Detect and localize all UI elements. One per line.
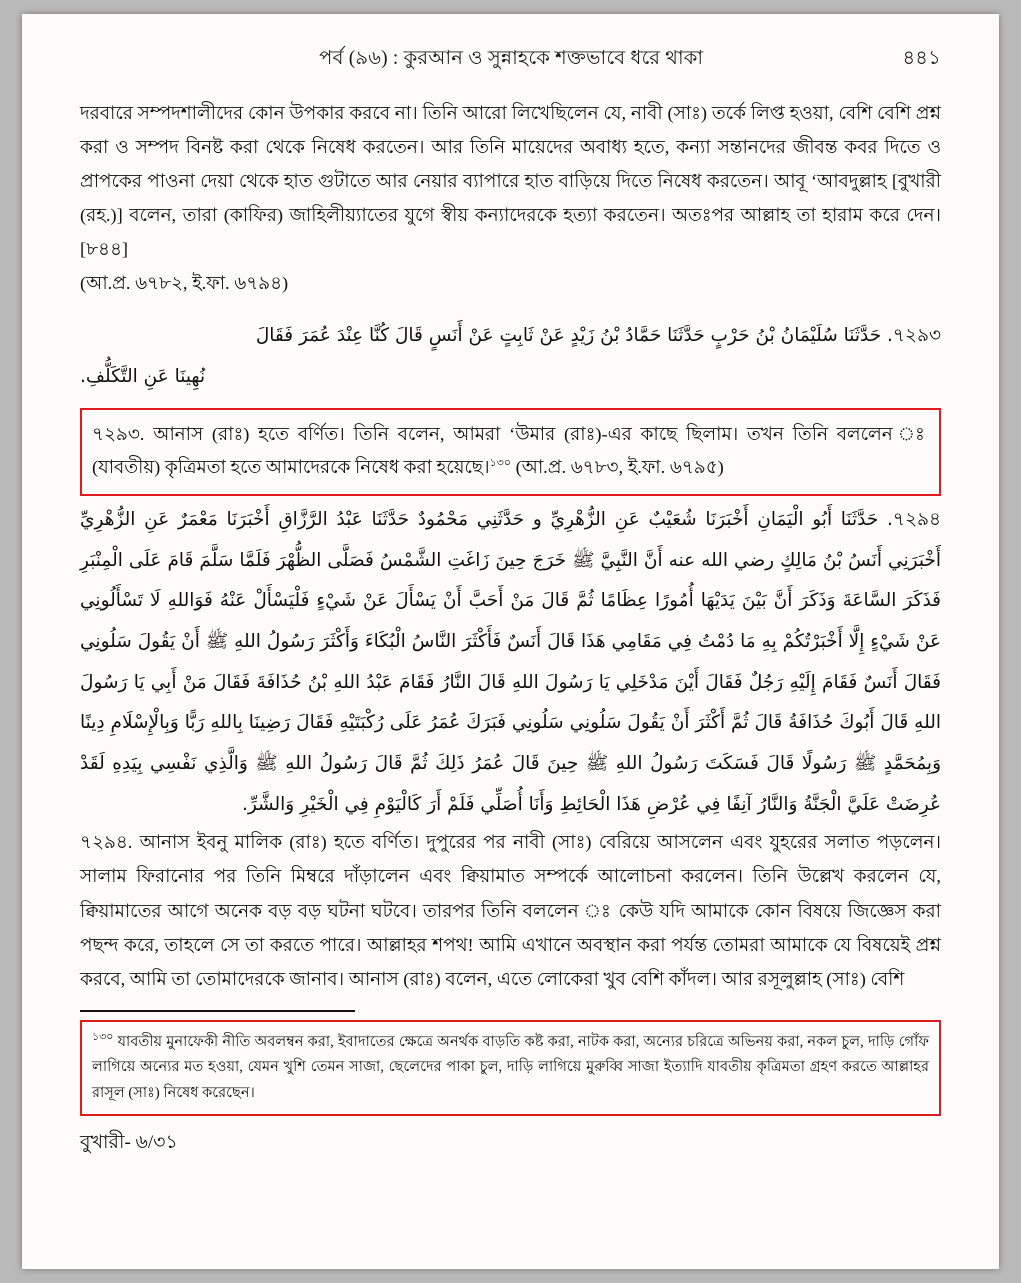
arabic-hadith-7293: ৭২৯৩. حَدَّثَنَا سُلَيْمَانُ بْنُ حَرْبٍ حَدَّثَنَا حَمَّادُ بْنُ زَيْدٍ عَنْ ثَابِتٍ عَنْ أَنَسٍ قَالَ كُنَّا عِنْدَ عُمَرَ فَقَالَ [255,325,941,347]
hadith-reference: (আ.প্র. ৬৭৮৩, ই.ফা. ৬৭৯৫) [515,456,724,477]
intro-reference: (আ.প্র. ৬৭৮২, ই.ফা. ৬৭৯৪) [80,273,289,294]
bangla-hadith-7294 [80,825,941,995]
highlighted-hadith-7293-box [80,408,941,496]
footnote-box [80,1020,941,1116]
arabic-hadith-7294: ৭২৯৪. حَدَّثَنَا أَبُو الْيَمَانِ أَخْبَرَنَا شُعَيْبٌ عَنِ الزُّهْرِيِّ و حَدَّثَنِي مَحْمُودٌ حَدَّثَنَا عَبْدُ الرَّزَّاقِ أَخْبَرَنَا مَعْمَرٌ عَنِ الزُّهْرِيِّ أَخْبَرَنِي أَنَسُ بْنُ مَالِكٍ رضي الله عنه أَنَّ النَّبِيَّ ﷺ خَرَجَ حِينَ زَاغَتِ الشَّمْسُ فَصَلَّى الظُّهْرَ فَلَمَّا سَلَّمَ قَامَ عَلَى الْمِنْبَرِ فَذَكَرَ السَّاعَةَ وَذَكَرَ أَنَّ بَيْنَ يَدَيْهَا أُمُورًا عِظَامًا ثُمَّ قَالَ مَنْ أَحَبَّ أَنْ يَسْأَلَ عَنْ شَيْءٍ فَلْيَسْأَلْ عَنْهُ فَوَاللهِ لَا تَسْأَلُونِي عَنْ شَيْءٍ إِلَّا أَخْبَرْتُكُمْ بِهِ مَا دُمْتُ فِي مَقَامِي هَذَا قَالَ أَنَسٌ فَأَكْثَرَ النَّاسُ الْبُكَاءَ وَأَكْثَرَ رَسُولُ اللهِ ﷺ أَنْ يَقُولَ سَلُونِي فَقَالَ أَنَسٌ فَقَامَ إِلَيْهِ رَجُلٌ فَقَالَ أَيْنَ مَدْخَلِي يَا رَسُولَ اللهِ قَالَ النَّارُ فَقَامَ عَبْدُ اللهِ بْنُ حُذَافَةَ فَقَالَ مَنْ أَبِي يَا رَسُولَ اللهِ قَالَ أَبُوكَ حُذَافَةُ قَالَ ثُمَّ أَكْثَرَ أَنْ يَقُولَ سَلُونِي سَلُونِي فَبَرَكَ عُمَرُ عَلَى رُكْبَتَيْهِ فَقَالَ رَضِينَا بِاللهِ رَبًّا وَبِالْإِسْلَامِ دِينًا وَبِمُحَمَّدٍ ﷺ رَسُولًا قَالَ فَسَكَتَ رَسُولُ اللهِ ﷺ حِينَ قَالَ عُمَرُ ذَلِكَ ثُمَّ قَالَ رَسُولُ اللهِ ﷺ وَالَّذِي نَفْسِي بِيَدِهِ لَقَدْ عُرِضَتْ عَلَيَّ الْجَنَّةُ وَالنَّارُ آنِفًا فِي عُرْضِ هَذَا الْحَائِطِ وَأَنَا أُصَلِّي فَلَمْ أَرَ كَالْيَوْمِ فِي الْخَيْرِ وَالشَّرِّ. [80,508,941,815]
page-header [80,44,941,76]
footnote-body: যাবতীয় মুনাফেকী নীতি অবলম্বন করা, ইবাদাতের ক্ষেত্রে অনর্থক বাড়তি কষ্ট করা, নাটক করা, অন্যের চরিত্রে অভিনয় করা, নকল চুল, দাড়ি গোঁফ লাগিয়ে অন্যের মত হওয়া, যেমন খুশি তেমন সাজা, ছেলেদের পাকা চুল, দাড়ি লাগিয়ে মুরুব্বি সাজা ইত্যাদি যাবতীয় কৃত্রিমতা গ্রহণ করতে আল্লাহর রাসূল (সাঃ) নিষেধ করেছেন। [92,1033,929,1101]
page-content [22,14,999,1269]
arabic-hadith-7293-continued: نُهِينَا عَنِ التَّكَلُّفِ. [80,365,206,387]
hadith-number-7294: ৭২৯৪. [80,832,133,853]
page-number: ৪৪১ [902,48,941,69]
page-title: পর্ব (৯৬) : কুরআন ও সুন্নাহকে শক্তভাবে ধরে থাকা [319,48,704,69]
page-footer: বুখারী- ৬/৩১ [80,1132,178,1154]
footnote-divider [80,1010,355,1012]
footnote-number: ১৩০ [92,1030,114,1043]
hadith-text-7294: আনাস ইবনু মালিক (রাঃ) হতে বর্ণিত। দুপুরের পর নাবী (সাঃ) বেরিয়ে আসলেন এবং যুহরের সলাত পড়লেন। সালাম ফিরানোর পর তিনি মিম্বরে দাঁড়ালেন এবং ক্বিয়ামাত সম্পর্কে আলোচনা করলেন। তিনি উল্লেখ করলেন যে, ক্বিয়ামাতের আগে অনেক বড় বড় ঘটনা ঘটবে। তারপর তিনি বললেন ঃ কেউ যদি আমাকে কোন বিষয়ে জিজ্ঞেস করা পছন্দ করে, তাহলে সে তা করতে পারে। আল্লাহর শপথ! আমি এখানে অবস্থান করা পর্যন্ত তোমরা আমাকে যে বিষয়েই প্রশ্ন করবে, আমি তা তোমাদেরকে জানাব। আনাস (রাঃ) বলেন, এতে লোকেরা খুব বেশি কাঁদল। আর রসূলুল্লাহ (সাঃ) বেশি [80,832,941,989]
footnote-text [92,1028,929,1106]
footnote-marker: ১৩০ [489,456,511,469]
document-page [22,14,999,1269]
highlighted-hadith-7293 [92,418,929,484]
hadith-number: ৭২৯৩. [92,423,145,444]
intro-paragraph-text: দরবারে সম্পদশালীদের কোন উপকার করবে না। তিনি আরো লিখেছিলেন যে, নাবী (সাঃ) তর্কে লিপ্ত হওয়া, বেশি বেশি প্রশ্ন করা ও সম্পদ বিনষ্ট করা থেকে নিষেধ করতেন। আর তিনি মায়েদের অবাধ্য হতে, কন্যা সন্তানদের জীবন্ত কবর দিতে ও প্রাপকের পাওনা দেয়া থেকে হাত গুটাতে আর নেয়ার ব্যাপারে হাত বাড়িয়ে দিতে নিষেধ করতেন। আবূ ‘আবদুল্লাহ [বুখারী (রহ.)] বলেন, তারা (কাফির) জাহিলীয়্যাতের যুগে স্বীয় কন্যাদেরকে হত্যা করতেন। অতঃপর আল্লাহ তা হারাম করে দেন। [৮৪৪] [80,103,941,260]
intro-paragraph [80,96,941,266]
hadith-text: আনাস (রাঃ) হতে বর্ণিত। তিনি বলেন, আমরা ‘উমার (রাঃ)-এর কাছে ছিলাম। তখন তিনি বললেন ঃ (যাবতীয়) কৃত্রিমতা হতে আমাদেরকে নিষেধ করা হয়েছে। [92,423,929,477]
